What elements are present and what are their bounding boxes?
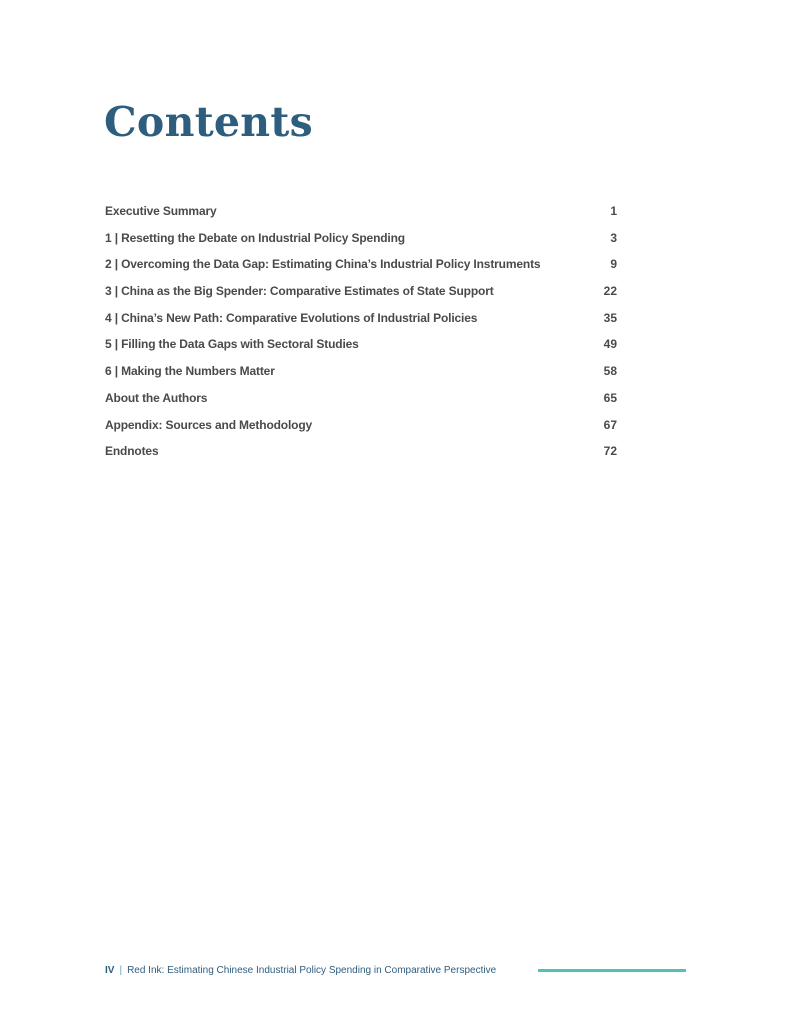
toc-entry-page[interactable]: 3 — [610, 230, 617, 245]
footer-document-title: Red Ink: Estimating Chinese Industrial Policy Spending in Comparative Perspective — [127, 965, 497, 976]
toc-entry-page[interactable]: 65 — [603, 390, 617, 405]
page-title: Contents — [104, 98, 314, 146]
toc-entry[interactable] — [105, 361, 617, 388]
footer-page-number: IV — [105, 965, 115, 976]
toc-entry-title[interactable]: About the Authors — [105, 390, 208, 405]
toc-entry[interactable] — [105, 388, 617, 415]
toc-entry-title[interactable]: 2 | Overcoming the Data Gap: Estimating China’s Industrial Policy Instruments — [105, 257, 541, 272]
toc-entry-page[interactable]: 72 — [603, 444, 617, 459]
toc-entry[interactable] — [105, 201, 617, 228]
toc-entry[interactable] — [105, 441, 617, 468]
toc-entry-page[interactable]: 9 — [610, 257, 617, 272]
toc-entry[interactable] — [105, 308, 617, 335]
toc-entry-title[interactable]: Endnotes — [105, 444, 159, 459]
toc-entry[interactable] — [105, 281, 617, 308]
toc-entry-title[interactable]: 4 | China’s New Path: Comparative Evolutions of Industrial Policies — [105, 310, 478, 325]
toc-entry-page[interactable]: 1 — [610, 204, 617, 218]
toc-entry-title[interactable]: 5 | Filling the Data Gaps with Sectoral Studies — [105, 337, 359, 352]
toc-entry-page[interactable]: 49 — [603, 337, 617, 352]
page-footer — [105, 962, 496, 980]
toc-entry-title[interactable]: 6 | Making the Numbers Matter — [105, 364, 275, 379]
toc-entry-title[interactable]: 3 | China as the Big Spender: Comparative Estimates of State Support — [105, 284, 494, 299]
toc-entry[interactable] — [105, 334, 617, 361]
toc-entry-title[interactable]: Appendix: Sources and Methodology — [105, 417, 313, 432]
toc-entry-page[interactable]: 35 — [603, 310, 617, 325]
table-of-contents — [105, 201, 617, 468]
toc-entry[interactable] — [105, 228, 617, 255]
toc-entry[interactable] — [105, 254, 617, 281]
footer-rule — [538, 969, 686, 972]
toc-entry-page[interactable]: 22 — [603, 284, 617, 299]
toc-entry-page[interactable]: 58 — [603, 364, 617, 379]
footer-separator: | — [119, 965, 123, 976]
toc-entry-title[interactable]: 1 | Resetting the Debate on Industrial Policy Spending — [105, 230, 405, 245]
toc-entry[interactable] — [105, 415, 617, 442]
toc-entry-page[interactable]: 67 — [603, 417, 617, 432]
toc-entry-title[interactable]: Executive Summary — [105, 204, 217, 218]
